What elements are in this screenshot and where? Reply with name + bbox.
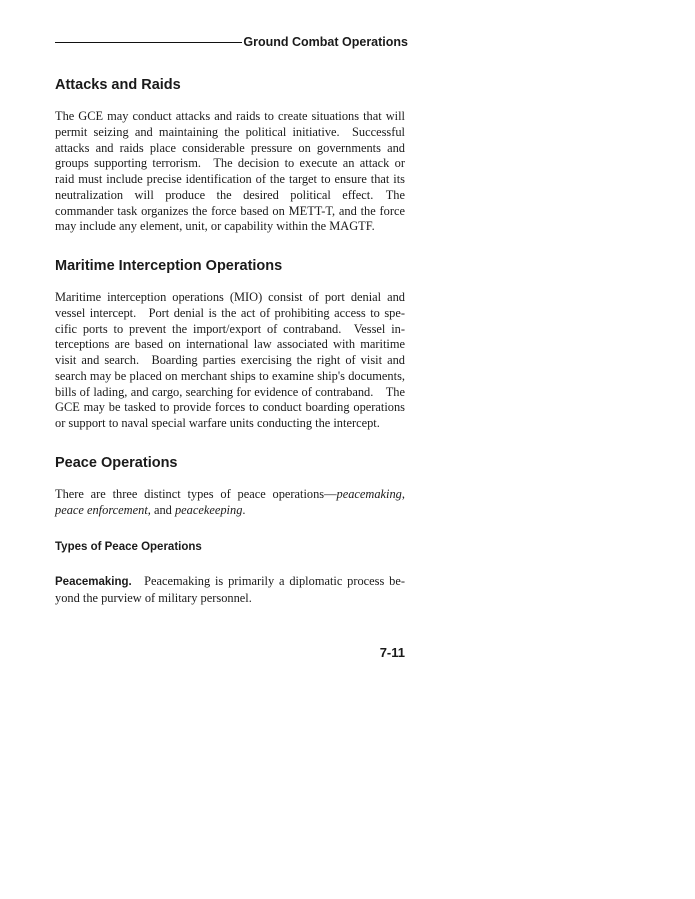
- section-attacks-and-raids: [55, 76, 405, 235]
- text-run: ,: [401, 486, 405, 501]
- chapter-title: Ground Combat Operations: [243, 35, 408, 49]
- paragraph: [55, 487, 405, 519]
- header-rule: [55, 42, 242, 43]
- paragraph: The GCE may conduct attacks and raids to create situations that will permit seizing and maintaining the political initiative. Successful attacks and raids place considerable pressure on governments and groups supporting terrorism. The decision to execute an attack or raid must include precise identification of the target to ensure that its neutralization will produce the desired political effect. The commander task organizes the force based on METT-T, and the force may include any element, unit, or capability within the MAGTF.: [55, 109, 405, 234]
- subsection-heading: Types of Peace Operations: [55, 541, 202, 554]
- section-peace-operations: [55, 454, 405, 607]
- section-heading: Maritime Interception Operations: [55, 258, 283, 274]
- term-peace-enforcement: peace enforcement,: [55, 502, 151, 517]
- run-in-heading: Peacemaking.: [55, 576, 132, 589]
- page-content: [55, 76, 405, 629]
- paragraph: [55, 574, 405, 607]
- term-peacemaking: peacemaking: [336, 486, 402, 501]
- term-peacekeeping: peacekeeping: [174, 502, 243, 517]
- paragraph: Maritime interception operations (MIO) consist of port denial and vessel intercept. Port denial is the act of prohibiting access to specific ports to prevent the import/export of contraband. Vessel interceptions are based on international law associated with maritime visit and search. Boarding parties exercising the right of visit and search may be placed on merchant ships to examine ship's documents, bills of lading, and cargo, searching for evidence of contraband. The GCE may be tasked to provide forces to conduct boarding operations or support to naval special warfare units conducting the intercept.: [55, 290, 405, 430]
- text-run: .: [242, 502, 246, 517]
- text-run: Peacemaking is primarily a diplomatic process beyond the purview of military personnel.: [55, 574, 405, 605]
- section-heading: Peace Operations: [55, 454, 178, 471]
- text-run: and: [150, 502, 175, 517]
- page-number: 7-11: [379, 645, 405, 660]
- running-header: [55, 34, 408, 52]
- text-run: There are three distinct types of peace operations—: [55, 486, 337, 501]
- section-maritime-interception: [55, 257, 405, 432]
- section-heading: Attacks and Raids: [55, 77, 181, 93]
